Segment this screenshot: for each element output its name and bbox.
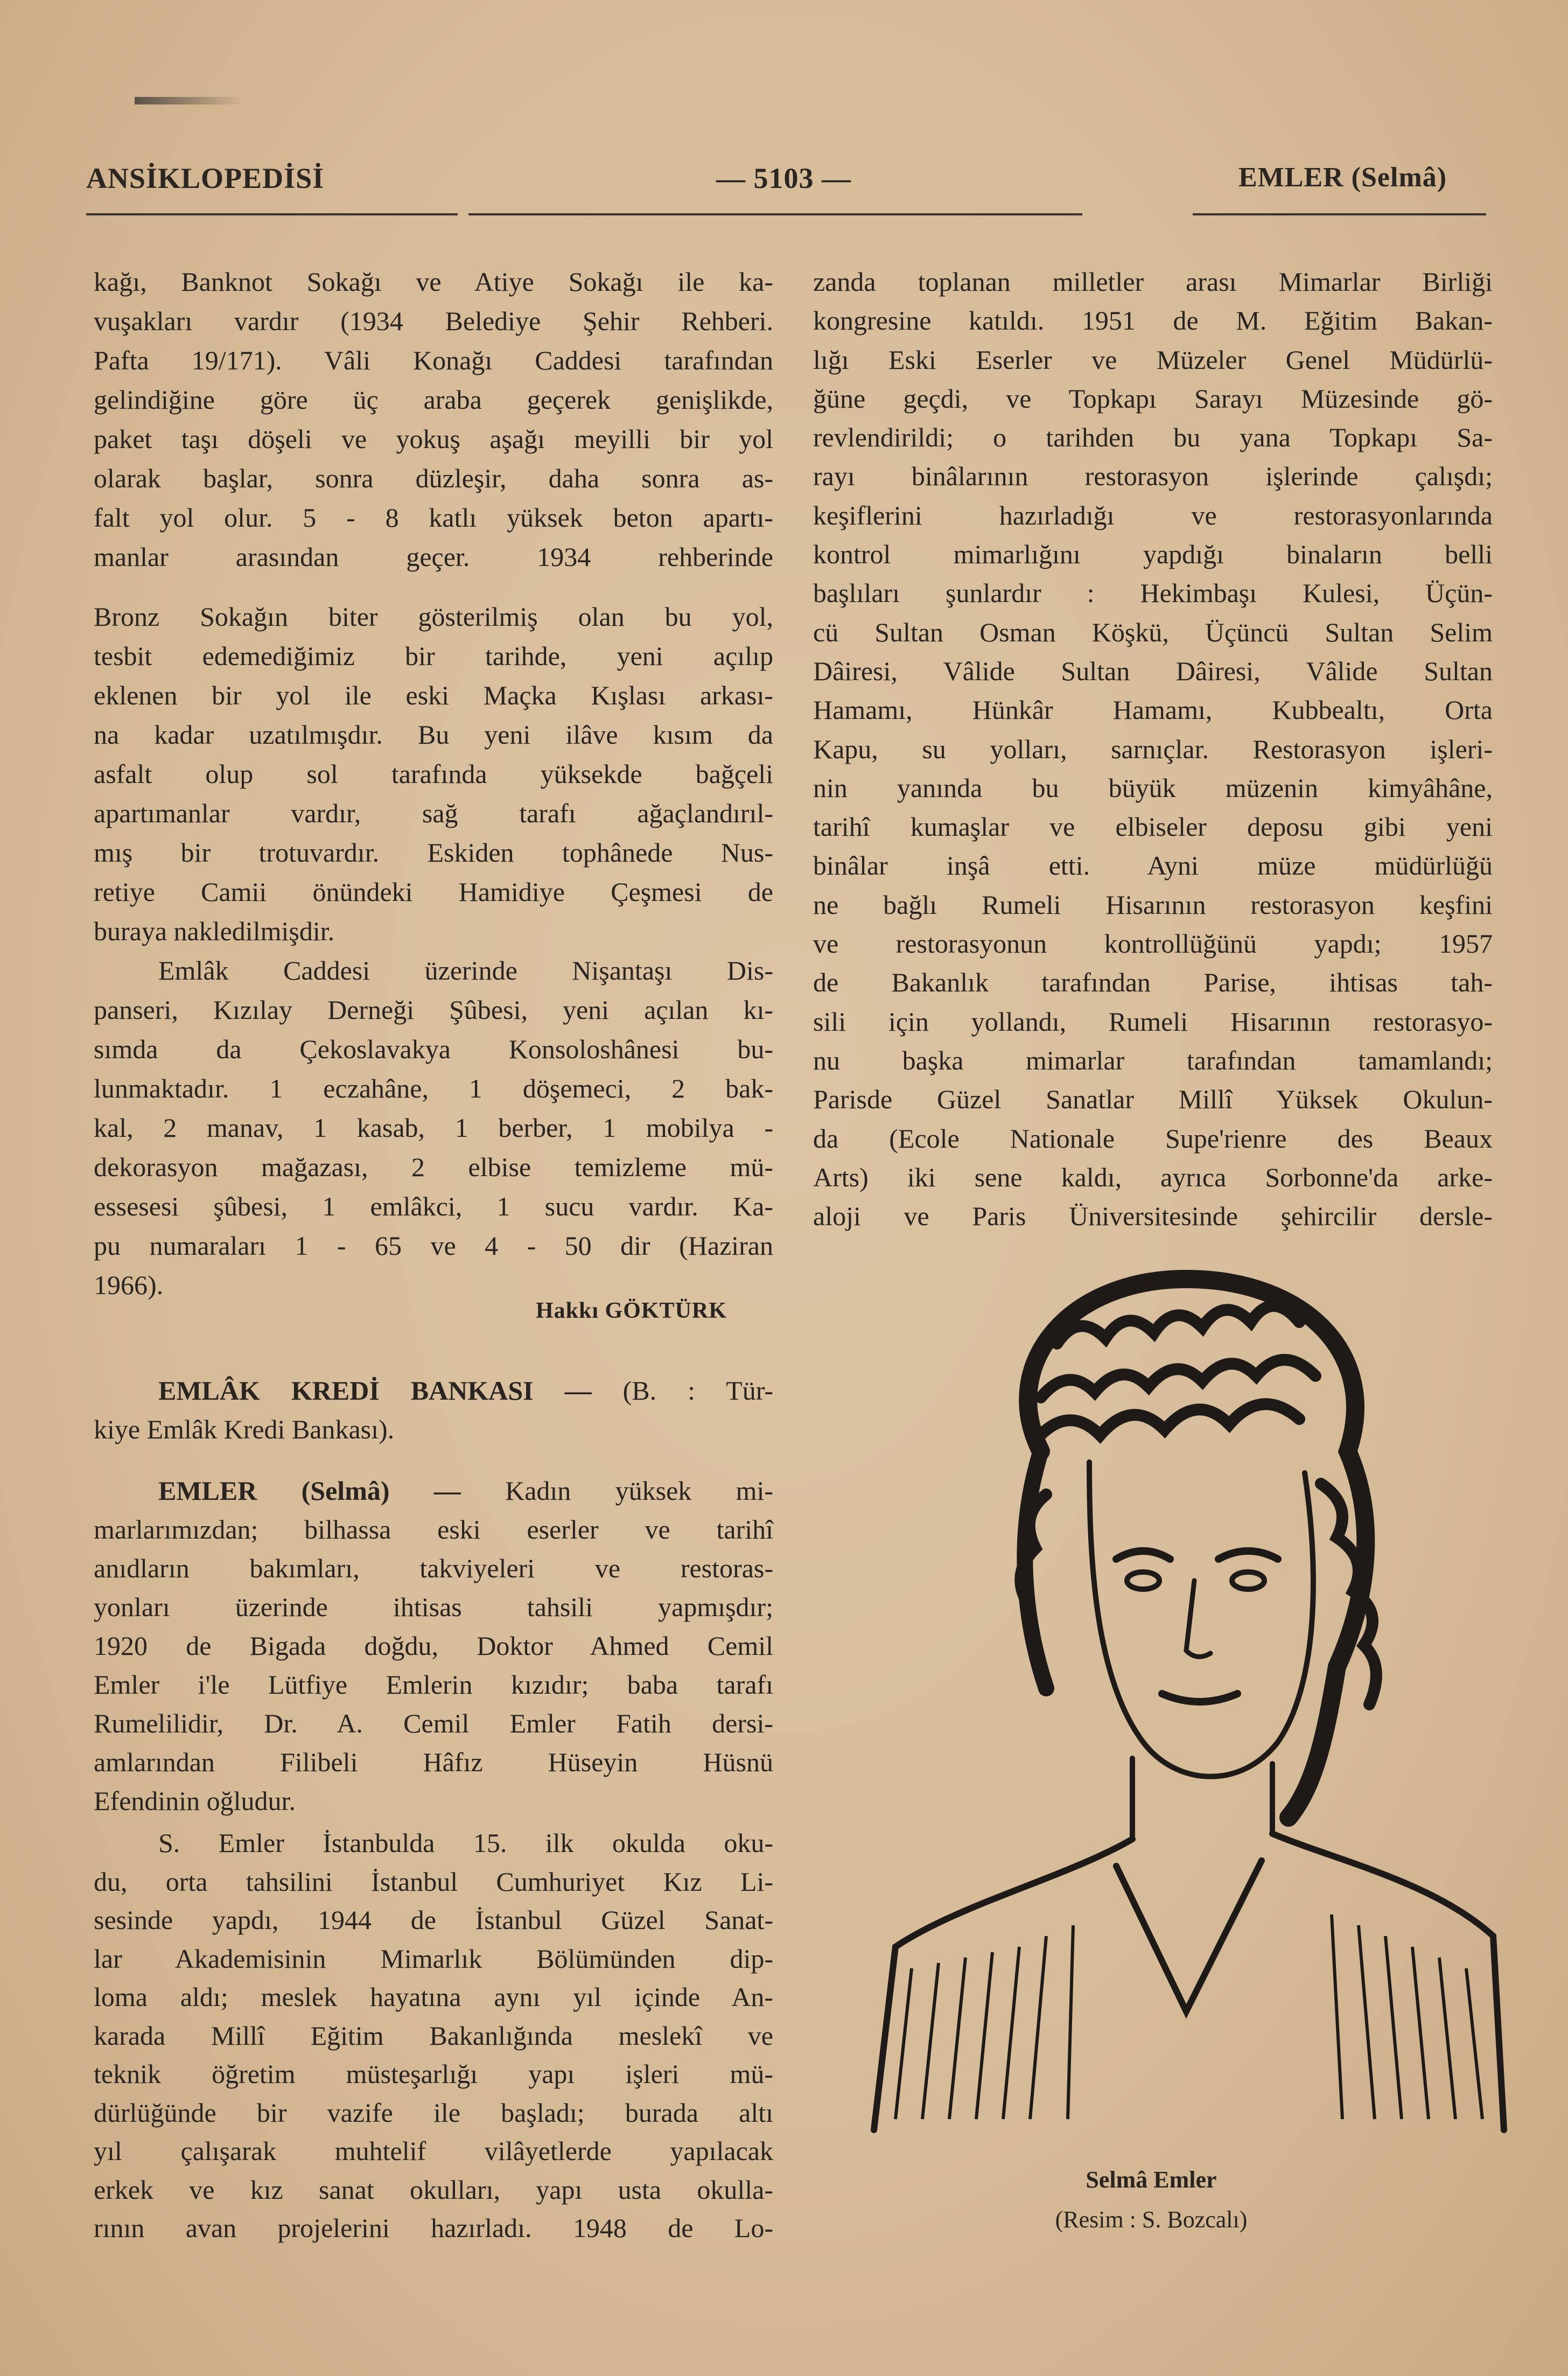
text-line: zanda toplanan milletler arası Mimarlar Birliği — [813, 267, 1493, 297]
entry-headword: EMLER (Selmâ) — — [158, 1476, 461, 1506]
header-encyclopedia-title: ANSİKLOPEDİSİ — [86, 162, 325, 194]
text-line: sili için yollandı, Rumeli Hisarının restorasyo- — [813, 1006, 1493, 1037]
text-line: erkek ve kız sanat okulları, yapı usta okulla- — [94, 2174, 773, 2205]
text-line: ve restorasyonun kontrollüğünü yapdı; 1957 — [813, 928, 1493, 959]
text-line: vuşakları vardır (1934 Belediye Şehir Rehberi. — [94, 306, 773, 336]
text-line: asfalt olup sol tarafında yüksekde bağçeli — [94, 759, 773, 789]
text-line: buraya nakledilmişdir. — [94, 916, 335, 946]
entry-headword: EMLÂK KREDİ BANKASI — — [158, 1375, 592, 1406]
text-line: loma aldı; meslek hayatına aynı yıl içinde An- — [94, 1982, 773, 2012]
text-line: rayı binâlarının restorasyon işlerinde çalışdı; — [813, 461, 1493, 492]
text-line: başlıları şunlardır : Hekimbaşı Kulesi, Üçün- — [813, 578, 1493, 609]
text-line: nu başka mimarlar tarafından tamamlandı; — [813, 1045, 1493, 1075]
text-line: binâlar inşâ etti. Ayni müze müdürlüğü — [813, 850, 1493, 881]
entry-emlak-kredi — [94, 1371, 773, 1449]
text-line: ne bağlı Rumeli Hisarının restorasyon keşfini — [813, 889, 1493, 920]
left-column-block — [94, 262, 773, 577]
text-line: amlarından Filibeli Hâfız Hüseyin Hüsnü — [94, 1747, 773, 1777]
text-line: lunmaktadır. 1 eczahâne, 1 döşemeci, 2 bak- — [94, 1073, 773, 1103]
text-line: yıl çalışarak muhtelif vilâyetlerde yapılacak — [94, 2136, 773, 2166]
text-line: Pafta 19/171). Vâli Konağı Caddesi tarafından — [94, 345, 773, 375]
text-line: kiye Emlâk Kredi Bankası). — [94, 1414, 395, 1444]
text-line: kağı, Banknot Sokağı ve Atiye Sokağı ile ka- — [94, 267, 773, 297]
text-line: Efendinin oğludur. — [94, 1786, 296, 1816]
text-line: Bronz Sokağın biter gösterilmiş olan bu yol, — [94, 602, 773, 632]
text-line: essesesi şûbesi, 1 emlâkci, 1 sucu vardır. Ka- — [94, 1191, 773, 1221]
text-line: Kapu, su yolları, sarnıçlar. Restorasyon işleri- — [813, 733, 1493, 764]
entry-first-line — [94, 1471, 773, 1510]
text-line: karada Millî Eğitim Bakanlığında meslekî ve — [94, 2020, 773, 2051]
text-line: rının avan projelerini hazırladı. 1948 de Lo- — [94, 2213, 773, 2243]
text-line: tesbit edemediğimiz bir tarihde, yeni açılıp — [94, 641, 773, 671]
author-signature: Hakkı GÖKTÜRK — [536, 1298, 727, 1323]
text-line: nin yanında bu büyük müzenin kimyâhâne, — [813, 772, 1493, 803]
header-rule — [86, 213, 458, 215]
text-line: lar Akademisinin Mimarlık Bölümünden dip- — [94, 1943, 773, 1974]
ink-smudge — [135, 97, 242, 104]
portrait-illustration — [863, 1257, 1515, 2151]
text-line: lığı Eski Eserler ve Müzeler Genel Müdürlü- — [813, 344, 1493, 375]
header-entry-title: EMLER (Selmâ) — [1238, 162, 1447, 193]
entry-text: (B. : Tür- — [591, 1375, 773, 1406]
header-rule — [468, 213, 1082, 215]
portrait-caption-name: Selmâ Emler — [1086, 2167, 1217, 2193]
page-number: — 5103 — — [716, 162, 851, 194]
text-line: kontrol mimarlığını yapdığı binaların belli — [813, 539, 1493, 570]
text-line: anıdların bakımları, takviyeleri ve restoras- — [94, 1553, 773, 1583]
text-line: paket taşı döşeli ve yokuş aşağı meyilli bir yol — [94, 424, 773, 454]
text-line: sesinde yapdı, 1944 de İstanbul Güzel Sanat- — [94, 1905, 773, 1935]
text-line: na kadar uzatılmışdır. Bu yeni ilâve kısım da — [94, 719, 773, 750]
entry-emler-selma — [94, 1471, 773, 1820]
text-line: panseri, Kızılay Derneği Şûbesi, yeni açılan kı- — [94, 995, 773, 1025]
entry-emler-biography — [94, 1824, 773, 2248]
text-line: Arts) iki sene kaldı, ayrıca Sorbonne'da arke- — [813, 1162, 1493, 1192]
text-line: cü Sultan Osman Köşkü, Üçüncü Sultan Selim — [813, 617, 1493, 647]
text-line: sımda da Çekoslavakya Konsoloshânesi bu- — [94, 1034, 773, 1064]
text-line: apartımanlar vardır, sağ tarafı ağaçlandırıl- — [94, 798, 773, 828]
text-line: olarak başlar, sonra düzleşir, daha sonra as- — [94, 463, 773, 493]
right-column-block — [813, 262, 1493, 1235]
text-line: 1920 de Bigada doğdu, Doktor Ahmed Cemil — [94, 1631, 773, 1661]
text-line: dekorasyon mağazası, 2 elbise temizleme mü- — [94, 1152, 773, 1182]
text-line: mış bir trotuvardır. Eskiden tophânede Nus- — [94, 837, 773, 868]
text-line: aloji ve Paris Üniversitesinde şehircilir dersle- — [813, 1201, 1493, 1232]
text-line: kongresine katıldı. 1951 de M. Eğitim Bakan- — [813, 305, 1493, 336]
text-line: S. Emler İstanbulda 15. ilk okulda oku- — [158, 1828, 773, 1858]
text-line: gelindiğine göre üç araba geçerek genişlikde, — [94, 385, 773, 415]
text-line: falt yol olur. 5 - 8 katlı yüksek beton apartı- — [94, 502, 773, 533]
portrait-caption-credit: (Resim : S. Bozcalı) — [1055, 2206, 1248, 2233]
left-column-block — [94, 597, 773, 1305]
header-rule — [1193, 213, 1486, 215]
text-line: pu numaraları 1 - 65 ve 4 - 50 dir (Haziran — [94, 1231, 773, 1261]
text-line: manlar arasından geçer. 1934 rehberinde — [94, 542, 773, 572]
text-line: dürlüğünde bir vazife ile başladı; burada altı — [94, 2097, 773, 2128]
text-line: marlarımızdan; bilhassa eski eserler ve tarihî — [94, 1514, 773, 1545]
text-line: Dâiresi, Vâlide Sultan Dâiresi, Vâlide Sultan — [813, 655, 1493, 686]
text-line: kal, 2 manav, 1 kasab, 1 berber, 1 mobilya - — [94, 1113, 773, 1143]
text-line: ğüne geçdi, ve Topkapı Sarayı Müzesinde gö- — [813, 383, 1493, 414]
text-line: da (Ecole Nationale Supe'rienre des Beaux — [813, 1123, 1493, 1154]
text-line: yonları üzerinde ihtisas tahsili yapmışdır; — [94, 1592, 773, 1622]
text-line: du, orta tahsilini İstanbul Cumhuriyet Kız Li- — [94, 1866, 773, 1897]
text-line: 1966). — [94, 1270, 164, 1300]
text-line: Rumelilidir, Dr. A. Cemil Emler Fatih dersi- — [94, 1708, 773, 1738]
entry-first-line — [94, 1371, 773, 1410]
text-line: tarihî kumaşlar ve elbiseler deposu gibi yeni — [813, 812, 1493, 842]
entry-text: Kadın yüksek mi- — [460, 1476, 773, 1506]
text-line: de Bakanlık tarafından Parise, ihtisas tah- — [813, 967, 1493, 998]
text-line: Parisde Güzel Sanatlar Millî Yüksek Okulun- — [813, 1084, 1493, 1115]
text-line: keşiflerini hazırladığı ve restorasyonlarında — [813, 500, 1493, 530]
text-line: revlendirildi; o tarihden bu yana Topkapı Sa- — [813, 422, 1493, 453]
text-line: Hamamı, Hünkâr Hamamı, Kubbealtı, Orta — [813, 695, 1493, 725]
text-line: Emler i'le Lütfiye Emlerin kızıdır; baba tarafı — [94, 1669, 773, 1700]
text-line: retiye Camii önündeki Hamidiye Çeşmesi de — [94, 877, 773, 907]
text-line: teknik öğretim müsteşarlığı yapı işleri mü- — [94, 2059, 773, 2089]
text-line: Emlâk Caddesi üzerinde Nişantaşı Dis- — [158, 955, 773, 986]
text-line: eklenen bir yol ile eski Maçka Kışlası arkası- — [94, 680, 773, 710]
